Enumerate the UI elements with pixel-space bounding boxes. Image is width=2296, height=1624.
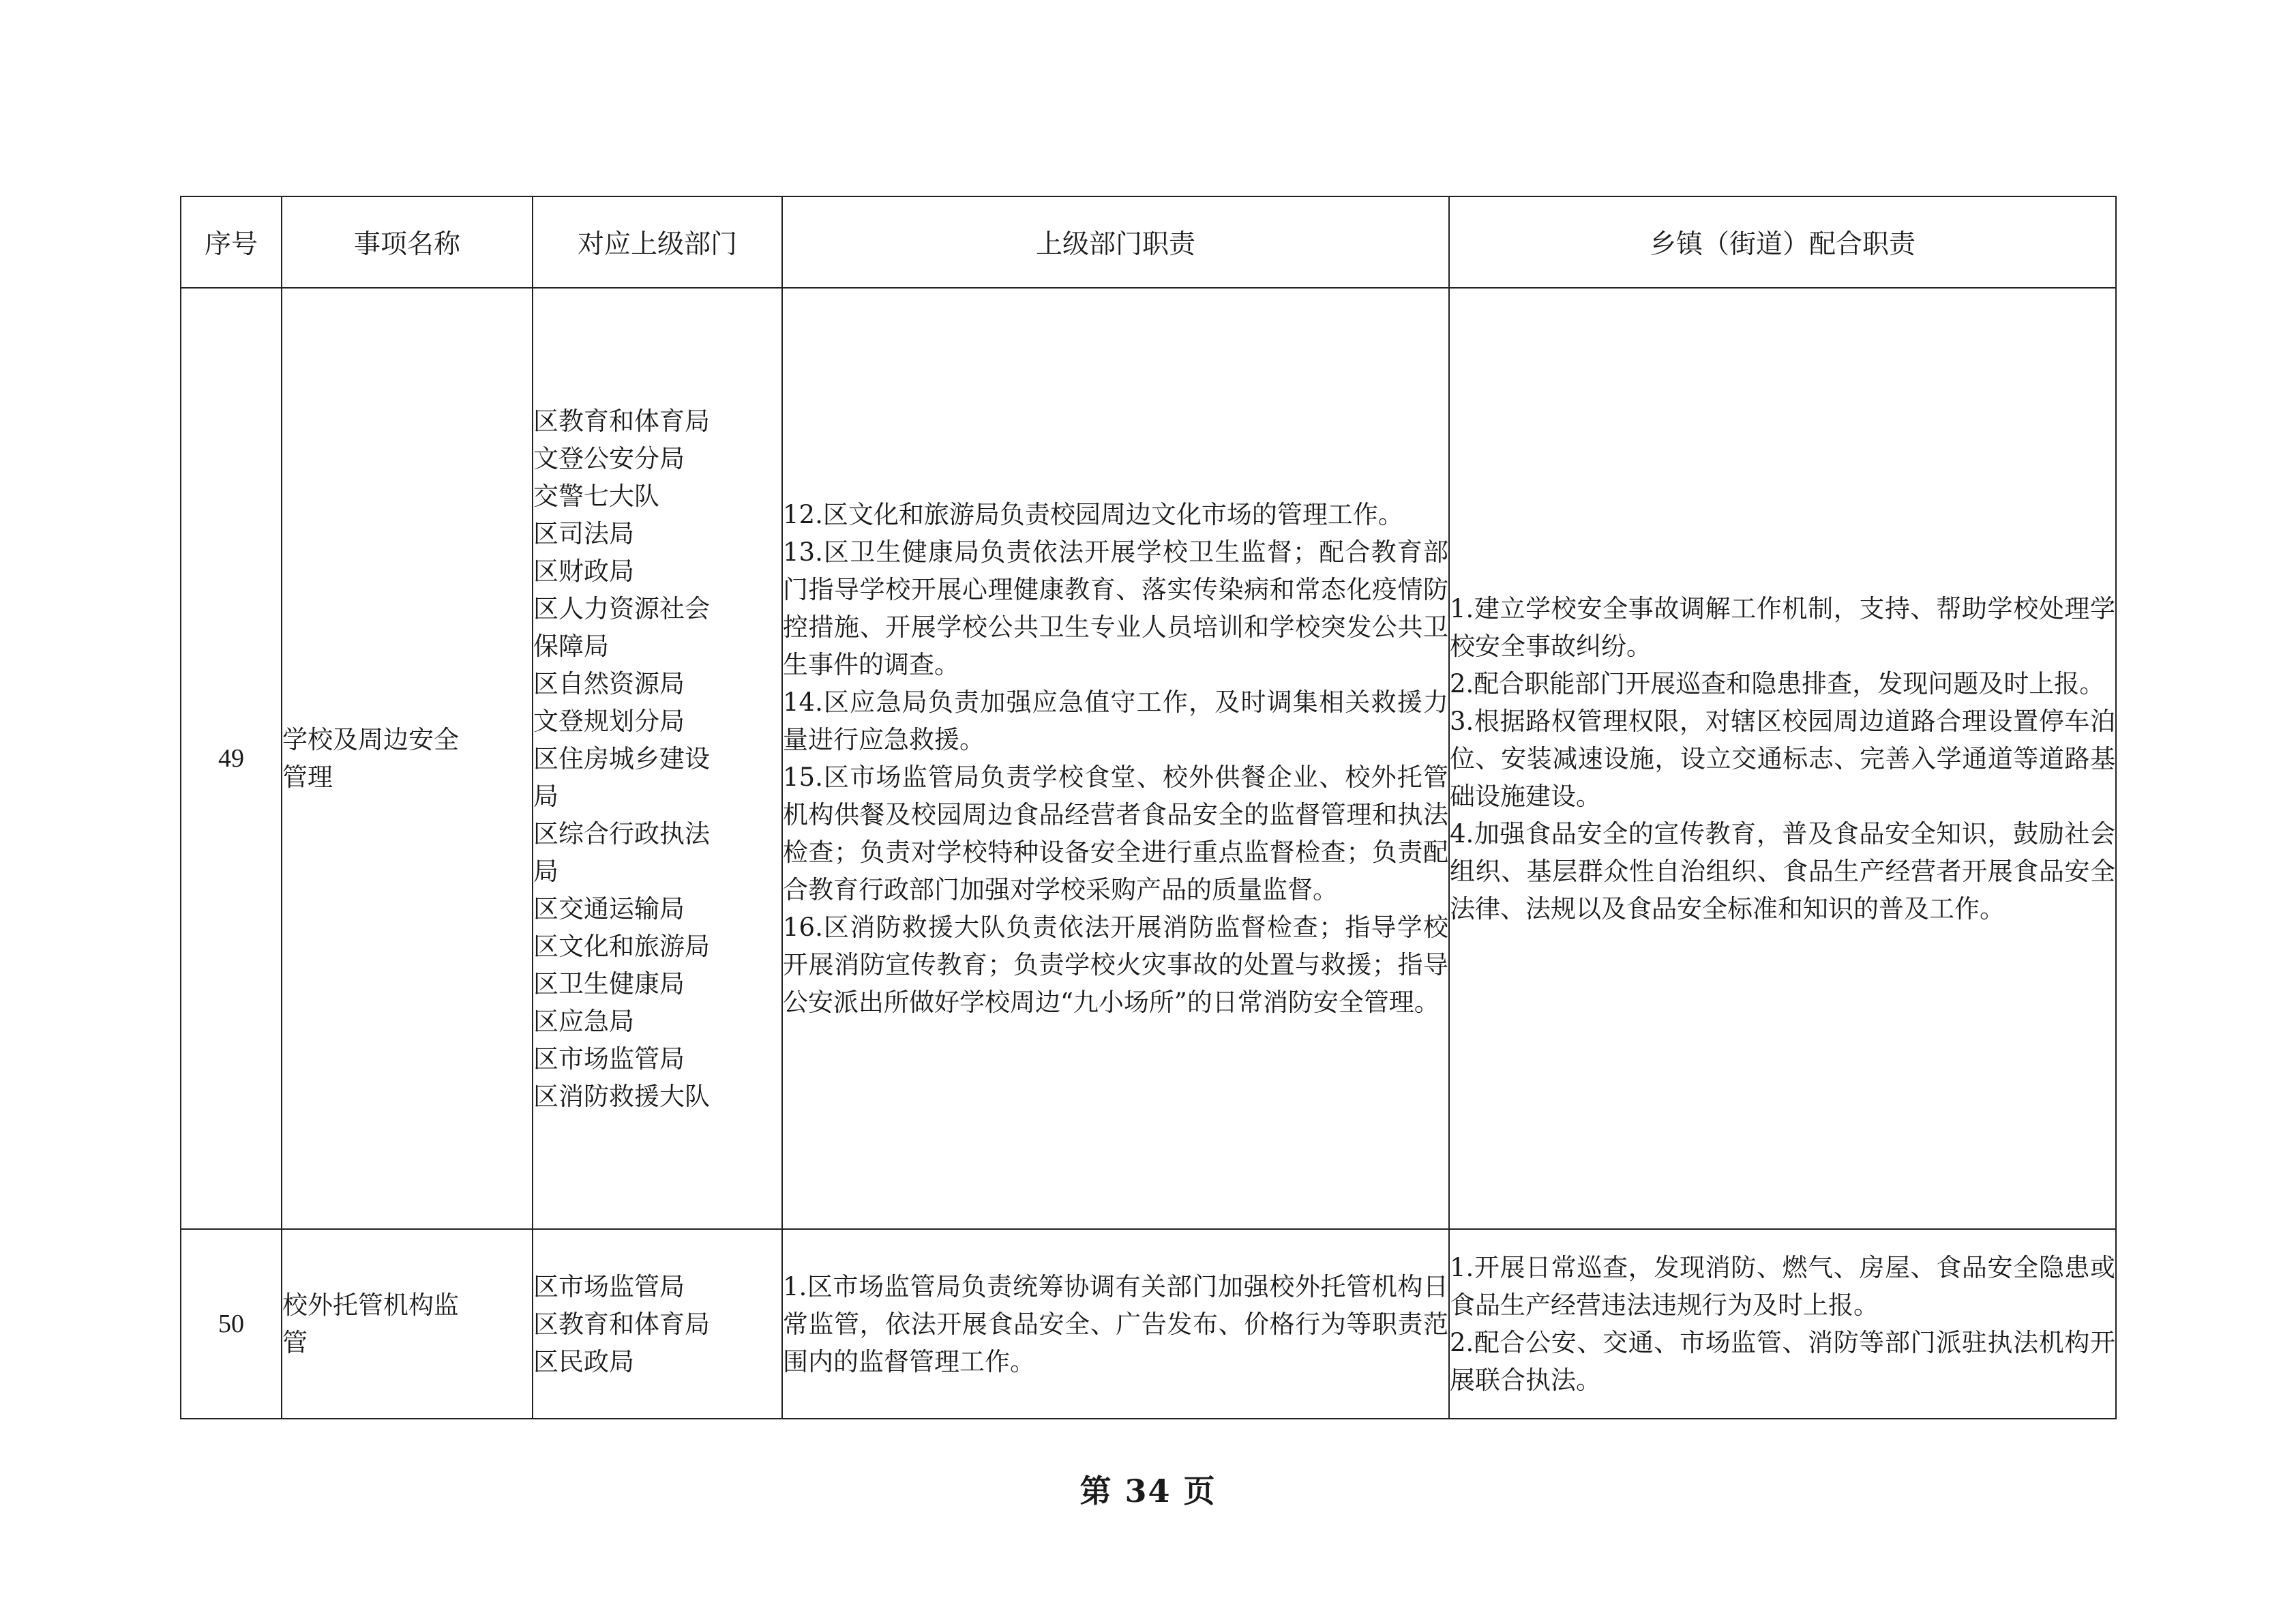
item-name-line: 学校及周边安全	[282, 725, 459, 754]
dept-item: 区人力资源社会	[533, 593, 710, 623]
town-duty-paragraph: 2.配合公安、交通、市场监管、消防等部门派驻执法机构开展联合执法。	[1450, 1328, 2115, 1395]
header-upper-dept: 对应上级部门	[533, 196, 782, 288]
dept-item: 区教育和体育局	[533, 1309, 710, 1339]
dept-item: 区文化和旅游局	[533, 931, 710, 961]
duty-paragraph: 13.区卫生健康局负责依法开展学校卫生监督；配合教育部门指导学校开展心理健康教育、落实传染病和常态化疫情防控措施、开展学校公共卫生专业人员培训和学校突发公共卫生事件的调查。	[783, 537, 1448, 679]
dept-item: 区消防救援大队	[533, 1081, 710, 1111]
header-seq: 序号	[181, 196, 282, 288]
dept-item: 区卫生健康局	[533, 969, 685, 999]
item-name-line: 管理	[282, 763, 333, 792]
town-duty-cell	[1449, 288, 2116, 1229]
town-duty-paragraph: 1.开展日常巡查，发现消防、燃气、房屋、食品安全隐患或食品生产经营违法违规行为及时上报。	[1450, 1253, 2115, 1320]
dept-item: 保障局	[533, 631, 609, 661]
page-number: 第 34 页	[1079, 1473, 1217, 1509]
duty-paragraph: 16.区消防救援大队负责依法开展消防监督检查；指导学校开展消防宣传教育；负责学校火灾事故的处置与救援；指导公安派出所做好学校周边“九小场所”的日常消防安全管理。	[783, 913, 1448, 1017]
table-row	[181, 288, 2116, 1229]
duty-table	[180, 196, 2117, 1419]
dept-item: 区司法局	[533, 518, 634, 548]
upper-duty-cell	[782, 288, 1449, 1229]
dept-item: 交警七大队	[533, 481, 659, 511]
header-item-name: 事项名称	[282, 196, 533, 288]
header-town-duty: 乡镇（街道）配合职责	[1449, 196, 2116, 288]
dept-list-cell	[533, 288, 782, 1229]
duty-paragraph: 14.区应急局负责加强应急值守工作，及时调集相关救援力量进行应急救援。	[783, 688, 1448, 754]
row-number: 49	[181, 288, 282, 1229]
row-number: 50	[181, 1229, 282, 1419]
town-duty-paragraph: 4.加强食品安全的宣传教育，普及食品安全知识，鼓励社会组织、基层群众性自治组织、食品生产经营者开展食品安全法律、法规以及食品安全标准和知识的普及工作。	[1450, 818, 2115, 924]
dept-item: 区自然资源局	[533, 668, 685, 698]
table-row	[181, 1229, 2116, 1419]
duty-paragraph: 12.区文化和旅游局负责校园周边文化市场的管理工作。	[783, 500, 1403, 529]
item-name-cell	[282, 288, 533, 1229]
duty-paragraph: 15.区市场监管局负责学校食堂、校外供餐企业、校外托管机构供餐及校园周边食品经营者食品安全的监督管理和执法检查；负责对学校特种设备安全进行重点监督检查；负责配合教育行政部门加强对学校采购产品的质量监督。	[783, 763, 1448, 904]
dept-item: 局	[533, 856, 558, 886]
dept-item: 文登规划分局	[533, 706, 685, 736]
town-duty-cell	[1449, 1229, 2116, 1419]
dept-item: 区财政局	[533, 556, 634, 586]
item-name-line: 校外托管机构监	[282, 1290, 459, 1320]
item-name-cell	[282, 1229, 533, 1419]
town-duty-paragraph: 1.建立学校安全事故调解工作机制，支持、帮助学校处理学校安全事故纠纷。	[1450, 593, 2115, 661]
upper-duty-cell	[782, 1229, 1449, 1419]
dept-item: 区市场监管局	[533, 1044, 685, 1074]
dept-item: 局	[533, 781, 558, 811]
dept-item: 区交通运输局	[533, 894, 685, 924]
dept-item: 区应急局	[533, 1006, 634, 1036]
dept-item: 区教育和体育局	[533, 406, 710, 436]
duty-paragraph: 1.区市场监管局负责统筹协调有关部门加强校外托管机构日常监管，依法开展食品安全、广告发布、价格行为等职责范围内的监督管理工作。	[783, 1271, 1448, 1376]
town-duty-paragraph: 3.根据路权管理权限，对辖区校园周边道路合理设置停车泊位、安装减速设施，设立交通标志、完善入学通道等道路基础设施建设。	[1450, 706, 2115, 811]
dept-item: 区住房城乡建设	[533, 743, 710, 773]
item-name-line: 管	[282, 1328, 308, 1357]
dept-list-cell	[533, 1229, 782, 1419]
dept-item: 区市场监管局	[533, 1271, 685, 1301]
header-upper-duty: 上级部门职责	[782, 196, 1449, 288]
dept-item: 区综合行政执法	[533, 818, 710, 848]
header-row	[181, 196, 2116, 288]
dept-item: 区民政局	[533, 1346, 634, 1376]
town-duty-paragraph: 2.配合职能部门开展巡查和隐患排查，发现问题及时上报。	[1450, 668, 2105, 698]
dept-item: 文登公安分局	[533, 443, 685, 473]
